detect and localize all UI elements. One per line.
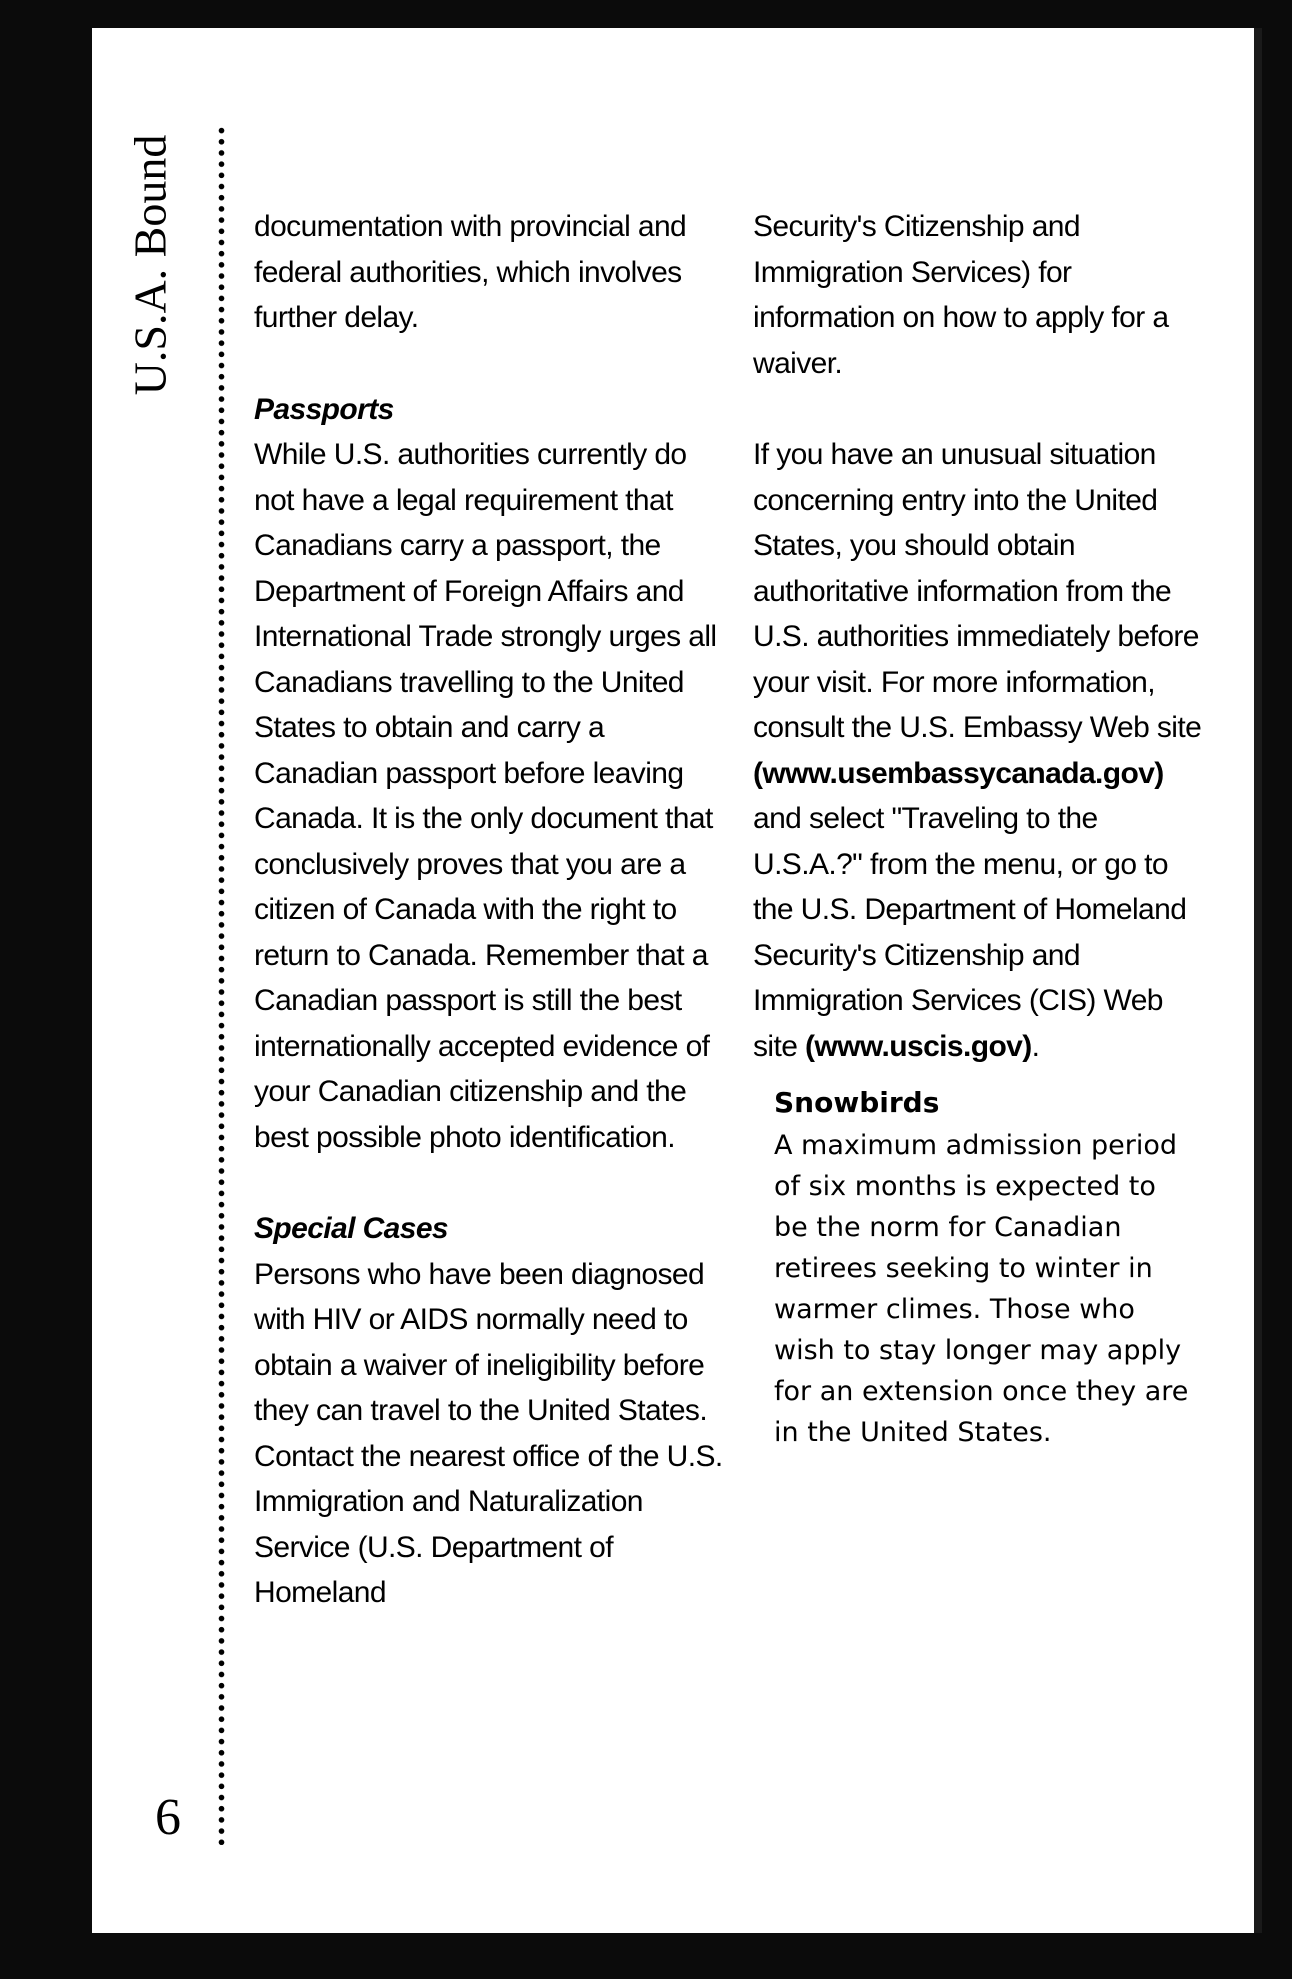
passports-paragraph: While U.S. authorities currently do not have a legal requirement that Canadians carry a passport, the Department of Foreign Affairs and International Trade strongly urges all Canadians travelling to the United States to obtain and carry a Canadian passport before leaving Canada. It is the only document that conclusively proves that you are a citizen of Canada with the right to return to Canada. Remember that a Canadian passport is still the best internationally accepted evidence of your Canadian citizenship and the best possible photo identification. xyxy=(254,438,717,1154)
right-column xyxy=(753,204,1213,1069)
dotted-rule xyxy=(218,125,225,1845)
special-cases-heading: Special Cases xyxy=(254,1212,448,1245)
page-number: 6 xyxy=(155,1789,181,1846)
special-cases-paragraph: Persons who have been diagnosed with HIV or AIDS normally need to obtain a waiver of ineligibility before they can travel to the United States. Contact the nearest office of the U.S. Immigration and Naturalization Service (U.S. Department of Homeland xyxy=(254,1257,723,1609)
left-column xyxy=(254,204,724,1616)
intro-paragraph: documentation with provincial and federal authorities, which involves further delay. xyxy=(254,210,687,334)
embassy-url: (www.usembassycanada.gov) xyxy=(753,756,1164,790)
unusual-situation-paragraph xyxy=(753,432,1213,1069)
passports-heading: Passports xyxy=(254,392,394,426)
snowbirds-heading: Snowbirds xyxy=(774,1086,940,1119)
continued-paragraph: Security's Citizenship and Immigration Services) for information on how to apply for a waiver. xyxy=(753,210,1169,380)
page-edge xyxy=(1254,28,1262,1933)
unusual-text-2: and select "Traveling to the U.S.A.?" from the menu, or go to the U.S. Department of Homeland Security's Citizenship and Immigration Services (CIS) Web site xyxy=(753,802,1187,1063)
running-head: U.S.A. Bound xyxy=(124,134,176,396)
cis-url: (www.uscis.gov) xyxy=(805,1029,1032,1063)
unusual-text-end: . xyxy=(1031,1029,1040,1063)
unusual-text-1: If you have an unusual situation concerning entry into the United States, you should obtain authoritative information from the U.S. authorities immediately before your visit. For more information, consult the U.S. Embassy Web site xyxy=(753,438,1202,744)
snowbirds-sidebar xyxy=(774,1082,1194,1453)
snowbirds-paragraph: A maximum admission period of six months is expected to be the norm for Canadian retirees seeking to winter in warmer climes. Those who wish to stay longer may apply for an extension once they are in the United States. xyxy=(774,1130,1189,1448)
